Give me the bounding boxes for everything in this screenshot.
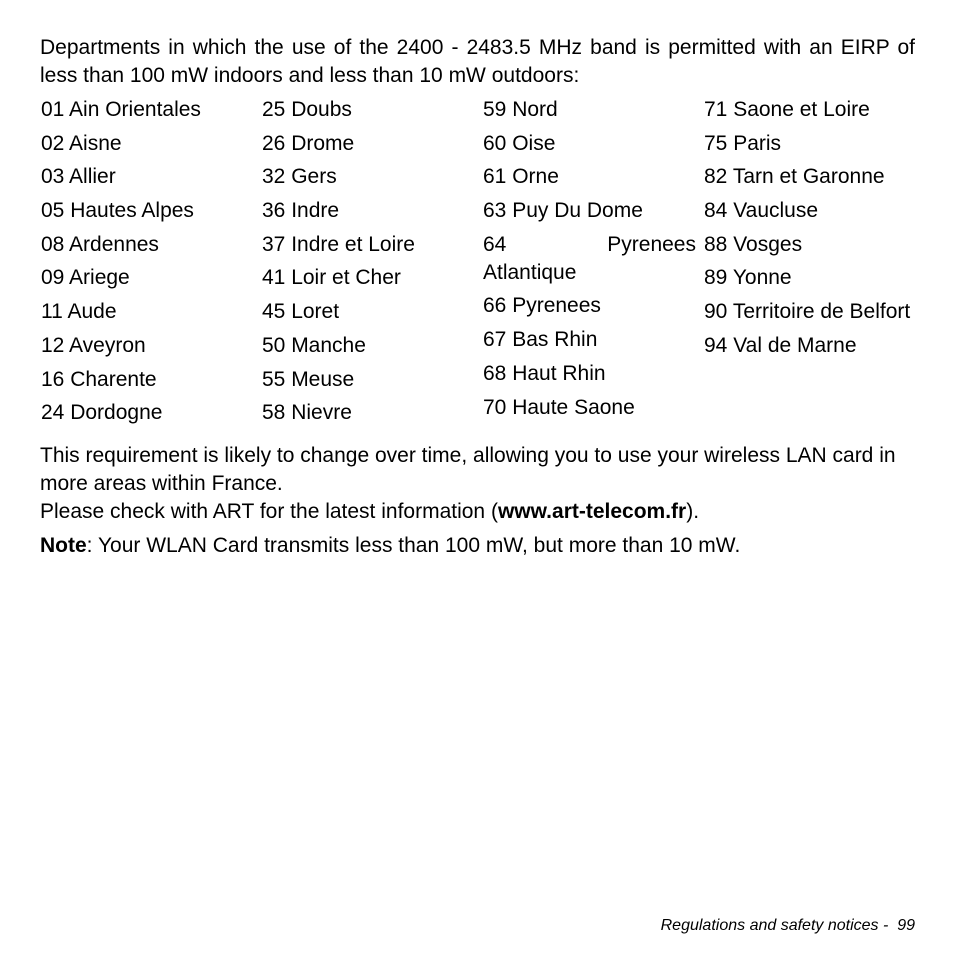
department-item: 09 Ariege <box>41 266 130 290</box>
requirement-paragraph: This requirement is likely to change over time, allowing you to use your wireless LAN card in more areas within France. <box>40 443 896 495</box>
check-paragraph <box>40 498 915 526</box>
note-paragraph <box>40 532 915 560</box>
department-item: 11 Aude <box>41 300 117 324</box>
department-item: 64 Pyrenees Atlantique <box>483 232 696 284</box>
department-item: 25 Doubs <box>262 98 352 121</box>
department-item: 03 Allier <box>41 165 116 189</box>
department-item: 08 Ardennes <box>41 232 159 256</box>
department-item: 55 Meuse <box>262 367 355 391</box>
department-item: 01 Ain Orientales <box>41 98 201 121</box>
department-item: 59 Nord <box>483 98 558 121</box>
document-page <box>40 34 915 560</box>
department-item: 89 Yonne <box>704 266 792 290</box>
department-item: 94 Val de Marne <box>704 333 857 357</box>
department-item: 75 Paris <box>704 131 782 155</box>
department-item: 45 Loret <box>262 300 340 324</box>
department-item: 41 Loir et Cher <box>262 266 401 290</box>
department-item: 58 Nievre <box>262 401 352 425</box>
page-footer <box>661 917 915 935</box>
intro-paragraph: Departments in which the use of the 2400 - 2483.5 MHz band is permitted with an EIRP of less than 100 mW indoors and less than 10 mW outdoors: <box>40 36 915 87</box>
department-item: 84 Vaucluse <box>704 199 819 223</box>
department-item: 70 Haute Saone <box>483 395 635 419</box>
department-item: 37 Indre et Loire <box>262 232 415 256</box>
department-item: 26 Drome <box>262 131 355 155</box>
department-item: 63 Puy Du Dome <box>483 199 643 223</box>
note-text: : Your WLAN Card transmits less than 100 mW, but more than 10 mW. <box>86 533 741 557</box>
check-prefix: Please check with ART for the latest information ( <box>40 499 498 523</box>
department-item: 60 Oise <box>483 131 556 155</box>
department-item: 12 Aveyron <box>41 333 146 357</box>
footer-section-title: Regulations and safety notices - <box>660 917 889 934</box>
department-item: 32 Gers <box>262 165 337 189</box>
department-item: 02 Aisne <box>41 131 122 155</box>
department-item: 50 Manche <box>262 333 366 357</box>
department-item: 66 Pyrenees <box>483 294 601 318</box>
department-item: 90 Territoire de Belfort <box>704 300 911 324</box>
note-label: Note <box>40 533 87 557</box>
departments-column-1 <box>41 96 262 433</box>
departments-column-4 <box>704 96 916 433</box>
departments-column-3 <box>483 96 704 433</box>
department-item: 68 Haut Rhin <box>483 361 606 385</box>
departments-column-2 <box>262 96 483 433</box>
department-item: 67 Bas Rhin <box>483 328 598 352</box>
department-item: 24 Dordogne <box>41 401 163 425</box>
department-item: 61 Orne <box>483 165 559 189</box>
art-website-link[interactable]: www.art-telecom.fr <box>497 499 687 523</box>
department-item: 71 Saone et Loire <box>704 98 870 121</box>
department-item: 05 Hautes Alpes <box>41 199 194 223</box>
departments-table <box>41 96 915 433</box>
department-item: 16 Charente <box>41 367 157 391</box>
department-item: 36 Indre <box>262 199 340 223</box>
page-number: 99 <box>897 917 915 934</box>
check-suffix: ). <box>686 499 700 523</box>
department-item: 82 Tarn et Garonne <box>704 165 885 189</box>
department-item: 88 Vosges <box>704 232 803 256</box>
